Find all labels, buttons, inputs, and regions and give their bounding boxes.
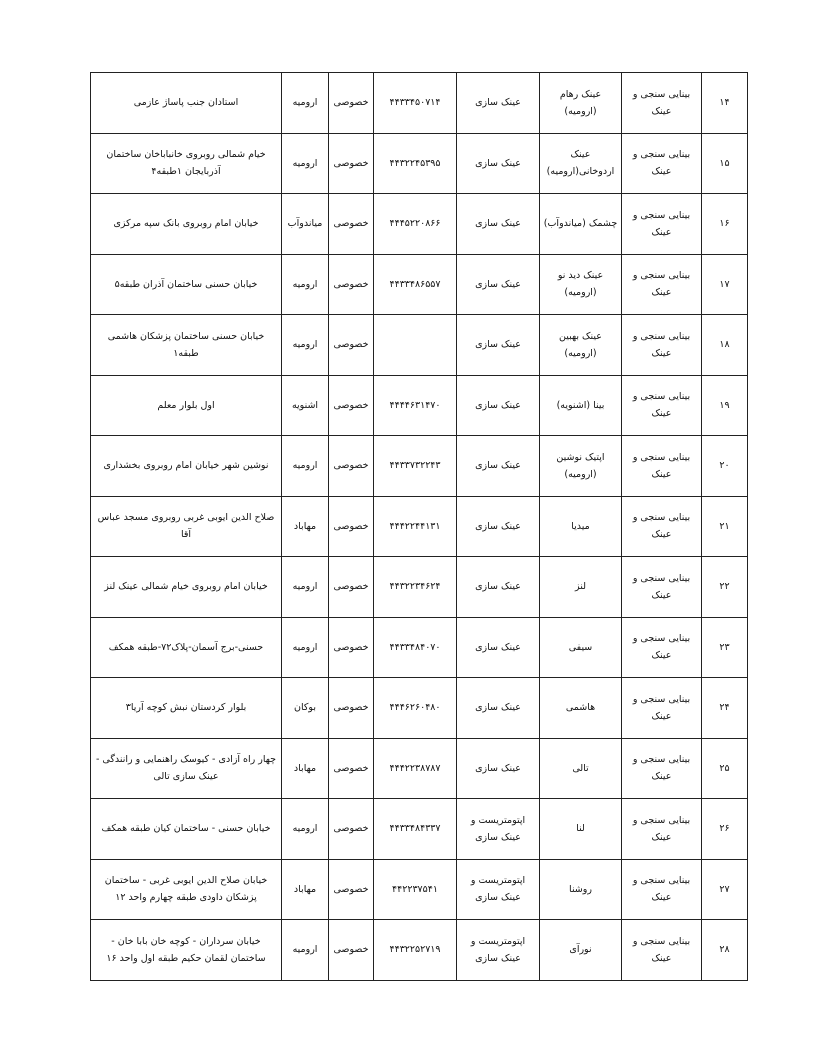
table-row (91, 133, 748, 194)
activity-cell: عینک سازی (457, 617, 540, 678)
table-row (91, 73, 748, 134)
sector-cell: خصوصی (329, 73, 374, 134)
service-type-cell: بینایی سنجی و عینک (622, 799, 702, 860)
city-cell: مهاباد (282, 496, 329, 557)
sector-cell: خصوصی (329, 254, 374, 315)
table-row (91, 859, 748, 920)
center-name-cell: چشمک (میاندوآب) (540, 194, 622, 255)
service-type-cell: بینایی سنجی و عینک (622, 133, 702, 194)
activity-cell: اپتومتریست و عینک سازی (457, 859, 540, 920)
city-cell: ارومیه (282, 315, 329, 376)
activity-cell: عینک سازی (457, 375, 540, 436)
center-name-cell: تالی (540, 738, 622, 799)
center-name-cell: نورآی (540, 920, 622, 981)
row-number-cell: ۱۹ (702, 375, 748, 436)
row-number-cell: ۱۷ (702, 254, 748, 315)
row-number-cell: ۲۵ (702, 738, 748, 799)
activity-cell: عینک سازی (457, 194, 540, 255)
table-row (91, 799, 748, 860)
service-type-cell: بینایی سنجی و عینک (622, 738, 702, 799)
service-type-cell: بینایی سنجی و عینک (622, 436, 702, 497)
activity-cell: عینک سازی (457, 315, 540, 376)
address-cell: چهار راه آزادی - کیوسک راهنمایی و رانندگی - عینک سازی تالی (91, 738, 282, 799)
phone-cell: ۴۴۴۵۲۲۰۸۶۶ (374, 194, 457, 255)
phone-cell (374, 315, 457, 376)
table-row (91, 315, 748, 376)
city-cell: ارومیه (282, 133, 329, 194)
table-row (91, 557, 748, 618)
service-type-cell: بینایی سنجی و عینک (622, 617, 702, 678)
service-type-cell: بینایی سنجی و عینک (622, 859, 702, 920)
activity-cell: اپتومتریست و عینک سازی (457, 920, 540, 981)
row-number-cell: ۲۲ (702, 557, 748, 618)
address-cell: صلاح الدین ایوبی غربی روبروی مسجد عباس آقا (91, 496, 282, 557)
city-cell: ارومیه (282, 617, 329, 678)
city-cell: مهاباد (282, 859, 329, 920)
row-number-cell: ۱۴ (702, 73, 748, 134)
sector-cell: خصوصی (329, 436, 374, 497)
address-cell: خیابان سرداران - کوچه خان بابا خان - ساختمان لقمان حکیم طبقه اول واحد ۱۶ (91, 920, 282, 981)
table-row (91, 194, 748, 255)
address-cell: بلوار کردستان نبش کوچه آریا۳ (91, 678, 282, 739)
address-cell: خیابان امام روبروی بانک سپه مرکزی (91, 194, 282, 255)
city-cell: مهاباد (282, 738, 329, 799)
phone-cell: ۴۴۳۲۲۳۴۶۲۴ (374, 557, 457, 618)
address-cell: نوشین شهر خیابان امام روبروی بخشداری (91, 436, 282, 497)
service-type-cell: بینایی سنجی و عینک (622, 678, 702, 739)
row-number-cell: ۲۳ (702, 617, 748, 678)
center-name-cell: روشنا (540, 859, 622, 920)
row-number-cell: ۲۰ (702, 436, 748, 497)
table-row (91, 496, 748, 557)
phone-cell: ۴۴۴۲۲۴۴۱۳۱ (374, 496, 457, 557)
table-row (91, 738, 748, 799)
row-number-cell: ۲۷ (702, 859, 748, 920)
phone-cell: ۴۴۳۳۴۸۴۰۷۰ (374, 617, 457, 678)
address-cell: خیابان حسنی ساختمان پزشکان هاشمی طبقه۱ (91, 315, 282, 376)
center-name-cell: لنا (540, 799, 622, 860)
sector-cell: خصوصی (329, 375, 374, 436)
city-cell: میاندوآب (282, 194, 329, 255)
phone-cell: ۴۴۳۲۲۵۲۷۱۹ (374, 920, 457, 981)
city-cell: بوکان (282, 678, 329, 739)
activity-cell: عینک سازی (457, 496, 540, 557)
table-row (91, 617, 748, 678)
phone-cell: ۴۴۳۳۴۸۴۳۳۷ (374, 799, 457, 860)
phone-cell: ۴۴۳۳۷۳۲۲۴۳ (374, 436, 457, 497)
address-cell: اول بلوار معلم (91, 375, 282, 436)
centers-table (90, 72, 748, 981)
phone-cell: ۴۴۳۲۲۴۵۳۹۵ (374, 133, 457, 194)
activity-cell: عینک سازی (457, 133, 540, 194)
table-row (91, 920, 748, 981)
table-row (91, 375, 748, 436)
city-cell: اشنویه (282, 375, 329, 436)
city-cell: ارومیه (282, 436, 329, 497)
sector-cell: خصوصی (329, 315, 374, 376)
service-type-cell: بینایی سنجی و عینک (622, 557, 702, 618)
phone-cell: ۴۴۴۴۶۳۱۴۷۰ (374, 375, 457, 436)
center-name-cell: میدیا (540, 496, 622, 557)
service-type-cell: بینایی سنجی و عینک (622, 254, 702, 315)
sector-cell: خصوصی (329, 799, 374, 860)
center-name-cell: عینک رهام (ارومیه) (540, 73, 622, 134)
row-number-cell: ۲۴ (702, 678, 748, 739)
center-name-cell: لنز (540, 557, 622, 618)
sector-cell: خصوصی (329, 557, 374, 618)
sector-cell: خصوصی (329, 496, 374, 557)
city-cell: ارومیه (282, 73, 329, 134)
address-cell: خیابان حسنی ساختمان آذران طبقه۵ (91, 254, 282, 315)
phone-cell: ۴۴۴۶۲۶۰۴۸۰ (374, 678, 457, 739)
sector-cell: خصوصی (329, 920, 374, 981)
address-cell: خیام شمالی روبروی خانباباخان ساختمان آذربایجان ۱طبقه۴ (91, 133, 282, 194)
row-number-cell: ۲۶ (702, 799, 748, 860)
center-name-cell: عینک دید نو (ارومیه) (540, 254, 622, 315)
center-name-cell: بینا (اشنویه) (540, 375, 622, 436)
sector-cell: خصوصی (329, 678, 374, 739)
address-cell: خیابان صلاح الدین ایوبی غربی - ساختمان پزشکان داودی طبقه چهارم واحد ۱۲ (91, 859, 282, 920)
sector-cell: خصوصی (329, 194, 374, 255)
city-cell: ارومیه (282, 920, 329, 981)
activity-cell: عینک سازی (457, 678, 540, 739)
row-number-cell: ۲۱ (702, 496, 748, 557)
phone-cell: ۴۴۳۳۴۵۰۷۱۴ (374, 73, 457, 134)
city-cell: ارومیه (282, 557, 329, 618)
center-name-cell: عینک بهبین (ارومیه) (540, 315, 622, 376)
table-row (91, 436, 748, 497)
address-cell: استادان جنب پاساژ عازمی (91, 73, 282, 134)
phone-cell: ۴۴۳۳۴۸۶۵۵۷ (374, 254, 457, 315)
center-name-cell: هاشمی (540, 678, 622, 739)
activity-cell: عینک سازی (457, 73, 540, 134)
activity-cell: عینک سازی (457, 436, 540, 497)
phone-cell: ۴۴۴۲۲۳۸۷۸۷ (374, 738, 457, 799)
activity-cell: عینک سازی (457, 557, 540, 618)
service-type-cell: بینایی سنجی و عینک (622, 920, 702, 981)
row-number-cell: ۱۶ (702, 194, 748, 255)
sector-cell: خصوصی (329, 617, 374, 678)
service-type-cell: بینایی سنجی و عینک (622, 496, 702, 557)
row-number-cell: ۲۸ (702, 920, 748, 981)
activity-cell: اپتومتریست و عینک سازی (457, 799, 540, 860)
service-type-cell: بینایی سنجی و عینک (622, 73, 702, 134)
activity-cell: عینک سازی (457, 254, 540, 315)
address-cell: خیابان امام روبروی خیام شمالی عینک لنز (91, 557, 282, 618)
table-row (91, 254, 748, 315)
service-type-cell: بینایی سنجی و عینک (622, 315, 702, 376)
center-name-cell: اپتیک نوشین (ارومیه) (540, 436, 622, 497)
service-type-cell: بینایی سنجی و عینک (622, 194, 702, 255)
table-row (91, 678, 748, 739)
row-number-cell: ۱۸ (702, 315, 748, 376)
city-cell: ارومیه (282, 799, 329, 860)
city-cell: ارومیه (282, 254, 329, 315)
center-name-cell: عینک اردوخانی(ارومیه) (540, 133, 622, 194)
sector-cell: خصوصی (329, 133, 374, 194)
phone-cell: ۴۴۲۲۳۷۵۴۱ (374, 859, 457, 920)
sector-cell: خصوصی (329, 738, 374, 799)
sector-cell: خصوصی (329, 859, 374, 920)
address-cell: خیابان حسنی - ساختمان کیان طبقه همکف (91, 799, 282, 860)
activity-cell: عینک سازی (457, 738, 540, 799)
address-cell: حسنی-برج آسمان-پلاک۷۲-طبقه همکف (91, 617, 282, 678)
center-name-cell: سیفی (540, 617, 622, 678)
table-body (91, 73, 748, 981)
service-type-cell: بینایی سنجی و عینک (622, 375, 702, 436)
row-number-cell: ۱۵ (702, 133, 748, 194)
